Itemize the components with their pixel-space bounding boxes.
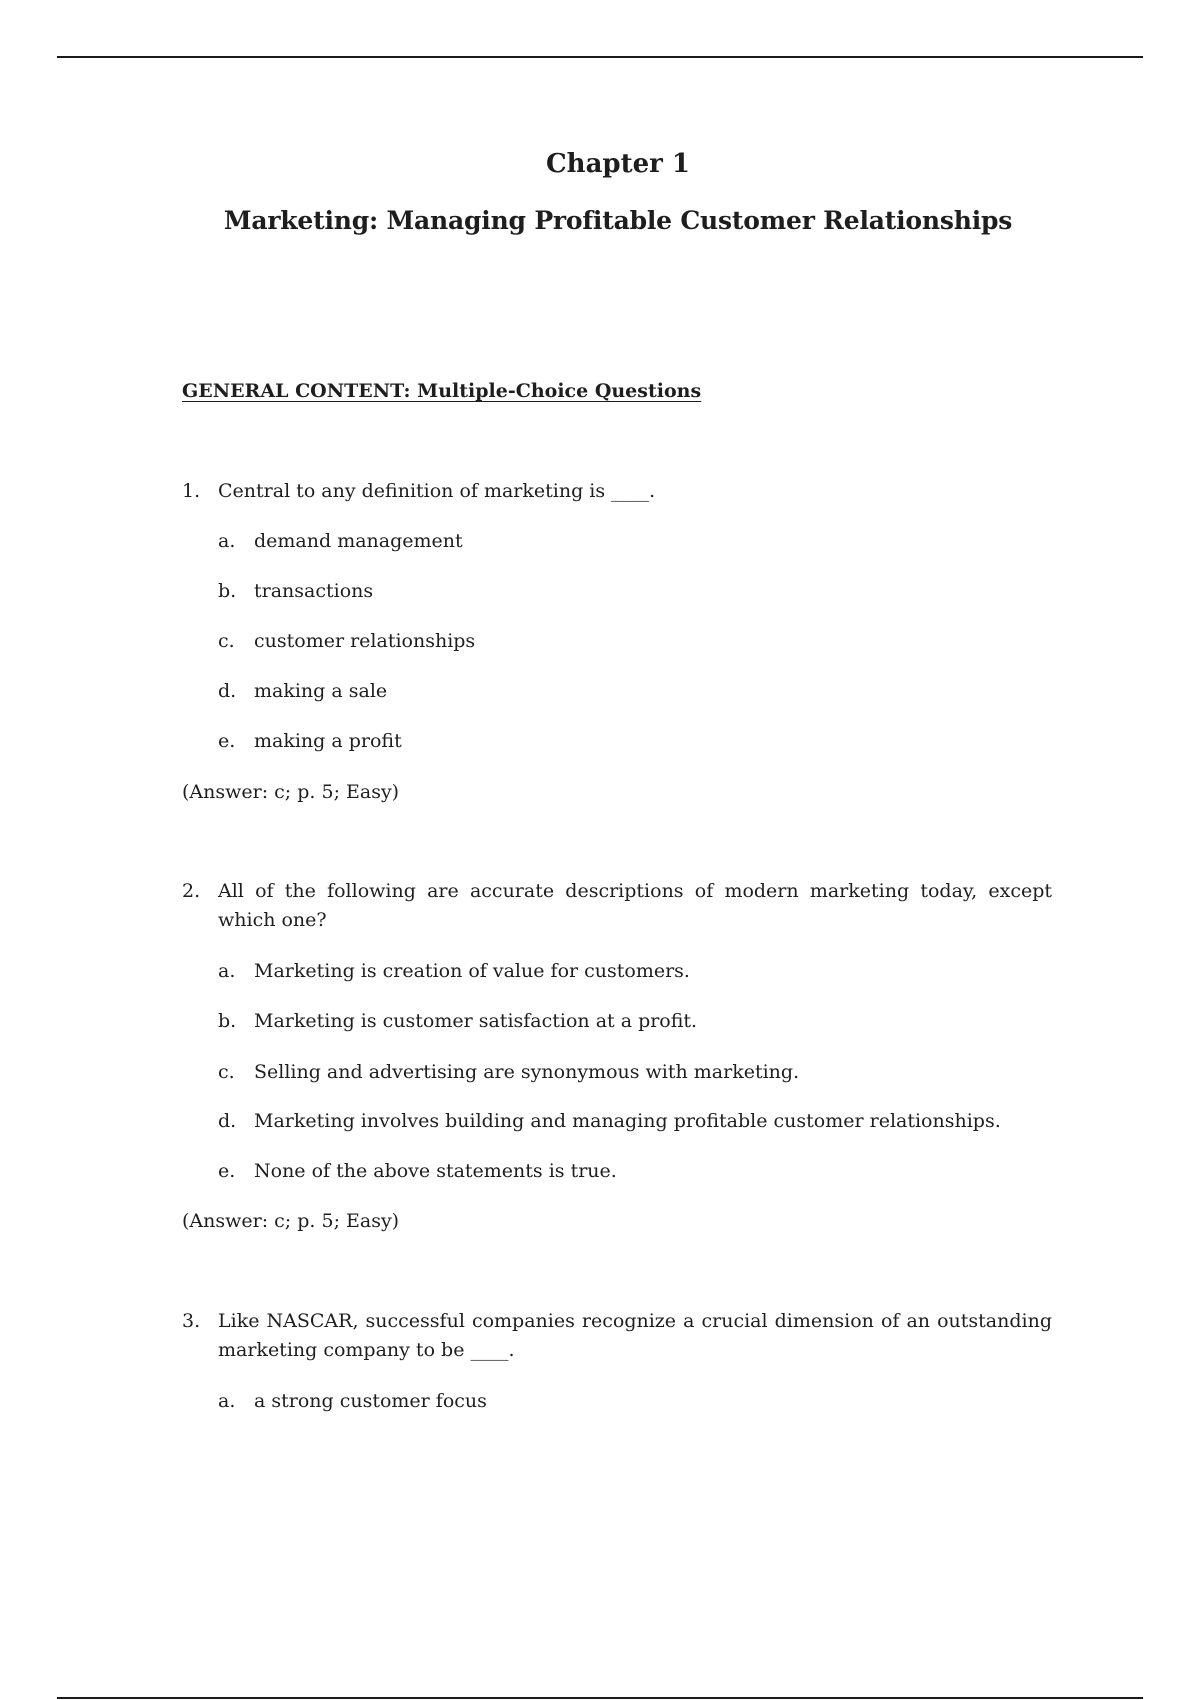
option-text: customer relationships [254,630,476,652]
question-1-option-a [218,527,463,556]
question-1-option-c [218,627,475,656]
option-letter: d. [218,680,237,702]
option-letter: b. [218,1010,237,1032]
question-2-option-c [218,1058,799,1087]
question-3-option-a [218,1387,487,1416]
option-letter: a. [218,530,236,552]
option-letter: c. [218,1061,235,1083]
option-letter: a. [218,1390,236,1412]
option-letter: a. [218,960,236,982]
option-text: Marketing is creation of value for customers. [254,960,690,982]
option-letter: e. [218,1160,236,1182]
question-3-stem [182,1307,1052,1365]
option-letter: c. [218,630,235,652]
bottom-rule [57,1697,1143,1699]
chapter-title: Marketing: Managing Profitable Customer Relationships [223,206,1013,235]
option-letter: e. [218,730,236,752]
option-text: making a profit [254,730,402,752]
question-1-option-d [218,677,387,706]
chapter-label: Chapter 1 [545,149,690,179]
question-1-option-b [218,577,373,606]
question-2-stem [182,877,1052,935]
option-text: transactions [254,580,374,602]
question-2-option-a [218,957,690,986]
option-text: Selling and advertising are synonymous with marketing. [254,1061,800,1083]
section-heading: GENERAL CONTENT: Multiple-Choice Questions [182,380,702,402]
question-1-option-e [218,727,402,756]
question-2-option-d [218,1107,1001,1136]
question-1-stem [182,477,1052,506]
question-2-option-b [218,1007,697,1036]
option-text: None of the above statements is true. [254,1160,617,1182]
option-text: making a sale [254,680,388,702]
option-text: demand management [254,530,463,552]
top-rule [57,56,1143,58]
option-text: Marketing involves building and managing profitable customer relationships. [254,1110,1001,1132]
option-text: Marketing is customer satisfaction at a profit. [254,1010,698,1032]
question-text: All of the following are accurate descriptions of modern marketing today, except which one? [218,880,1052,931]
option-text: a strong customer focus [254,1390,487,1412]
question-text: Like NASCAR, successful companies recognize a crucial dimension of an outstanding marketing company to be ____. [218,1310,1052,1361]
question-1-answer: (Answer: c; p. 5; Easy) [182,781,400,803]
option-letter: d. [218,1110,237,1132]
option-letter: b. [218,580,237,602]
question-number: 1. [182,480,201,502]
question-number: 2. [182,880,201,902]
question-text: Central to any definition of marketing is ____. [218,480,656,502]
question-2-option-e [218,1157,617,1186]
question-2-answer: (Answer: c; p. 5; Easy) [182,1210,400,1232]
question-number: 3. [182,1310,201,1332]
